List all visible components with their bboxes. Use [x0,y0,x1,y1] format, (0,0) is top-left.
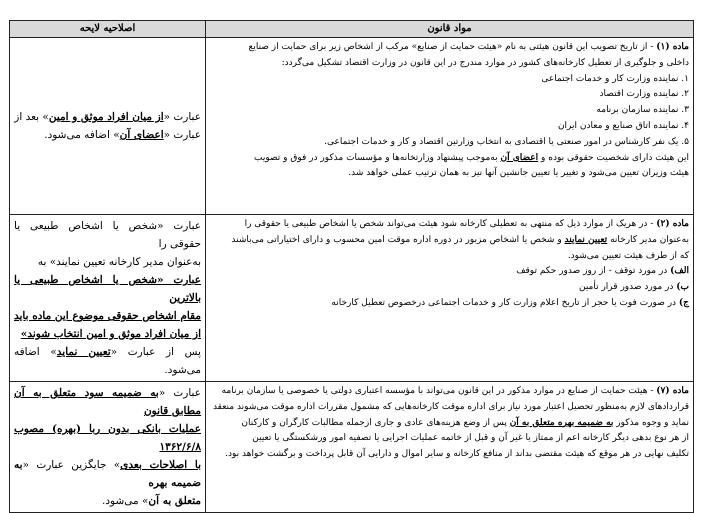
text-line: با اصلاحات بعدی» جایگزین عبارت «به ضمیمه بهره [14,459,201,489]
law-cell-article-1 [206,38,694,215]
text-line: ماده (۷) - هیئت حمایت از صنایع در موارد مذکور در این قانون می‌تواند با مؤسسه اعتباری دولتی یا خصوصی یا سازمان برنامه [221,386,689,396]
list-item: ۵. یک نفر کارشناس در امور صنعتی یا اقتصادی به انتخاب وزارتین اقتصاد و کار و خدمات اجتماعی. [324,136,689,147]
text-line: تکلیف نهایی در هر موقع که هیئت مقتضی بداند از منافع کارخانه و سایر اموال و دارایی آن قابل پرداخت و برگشت خواهد بود. [225,449,689,460]
law-cell-article-7 [206,382,694,513]
text-line: ماده (۱) - از تاریخ تصویب این قانون هیئتی به نام «هیئت حمایت از صنایع» مرکب از اشخاص زیر برای حمایت از صنایع [248,42,689,52]
text-line: که از طرف هیئت تعیین می‌شود. [567,250,689,261]
comparison-table [9,20,694,513]
text-line: هیئت وزیران تعیین می‌شود و تغییر یا تعیین جانشین آنها نیز به همان ترتیب عملی خواهد شد. [348,168,689,179]
text-line: عملیات بانکی بدون ربا (بهره) مصوب ۱۳۶۲/۶/۸ [14,423,201,453]
list-item: ۲. نماینده وزارت اقتصاد [599,89,689,100]
text-line: عبارت «شخص یا اشخاص طبیعی یا بالاترین [14,274,201,304]
text-line: عبارت «به ضمیمه سود متعلق به آن مطابق قانون [14,387,201,417]
list-item: ب) در مورد صدور قرار تأمین [578,282,689,293]
text-line: داخلی و جلوگیری از تعطیل کارخانه‌های کشور در موارد مندرج در این قانون در وزارت اقتصاد تشکیل می‌گردد: [281,57,689,68]
text-line: به‌عنوان مدیر کارخانه تعیین نمایند و شخص یا اشخاص مزبور در دوره اداره موقت امین محسوب و دارای اختیاراتی می‌باشند [231,234,689,245]
text-line: عبارت «اعضای آن» اضافه می‌شود. [44,129,201,141]
text-line: مقام اشخاص حقوقی موضوع این ماده باید [14,310,201,322]
text-line: پس از عبارت «تعیین نماید» اضافه می‌شود. [14,346,201,376]
text-line: متعلق به آن» می‌شود. [102,495,201,507]
text-line: عبارت «شخص یا اشخاص طبیعی یا حقوقی را [14,220,201,250]
table-row [10,382,694,513]
amendment-cell-article-7 [10,382,206,513]
law-header: مواد قانون [206,21,694,38]
text-line: از میان افراد موثق و امین انتخاب شوند» [20,328,201,340]
table-row [10,215,694,382]
amendment-cell-article-1 [10,38,206,215]
list-item: ج) در صورت فوت یا حجر از تاریخ اعلام وزارت کار و خدمات اجتماعی درخصوص تعطیل کارخانه [331,297,689,308]
text-line: به‌عنوان مدیر کارخانه تعیین نمایند» به [37,256,201,268]
law-cell-article-2 [206,215,694,382]
text-line: عبارت «از میان افراد موثق و امین» بعد از [14,111,201,123]
table-row [10,38,694,215]
text-line: قراردادهای لازم به‌منظور تحصیل اعتبار مورد نیاز برای اداره موقت کارخانه‌هایی که مشمول مقررات اداره موقت می‌شوند منعقد [212,401,689,412]
amendment-cell-article-2 [10,215,206,382]
list-item: ۱. نماینده وزارت کار و خدمات اجتماعی [541,73,689,84]
list-item: ۳. نماینده سازمان برنامه [596,105,689,116]
text-line: این هیئت دارای شخصیت حقوقی بوده و اعضای آن به‌موجب پیشنهاد وزارتخانه‌ها و مؤسسات مذکور در فوق و تصویب [254,152,689,163]
list-item: الف) در مورد توقف - از روز صدور حکم توقف [516,266,689,277]
amendment-header: اصلاحیه لایحه [10,21,206,38]
header-row [10,21,694,38]
text-line: از هر نوع بدهی دیگر کارخانه اعم از ممتاز یا غیر آن و قبل از خاتمه عملیات اجرایی یا تصفیه امور ورشکستگی یا تعیین [252,433,689,444]
list-item: ۴. نماینده اتاق صنایع و معادن ایران [557,120,689,131]
text-line: ماده (۲) - در هریک از موارد ذیل که منتهی به تعطیلی کارخانه شود هیئت می‌تواند شخص یا اشخاص طبیعی یا حقوقی را [244,219,689,229]
text-line: نماید و وجوه مذکور به ضمیمه بهره متعلق به آن پس از وضع هزینه‌های عادی و جاری ازجمله مطالبات کارگران و کارکنان [241,417,689,428]
